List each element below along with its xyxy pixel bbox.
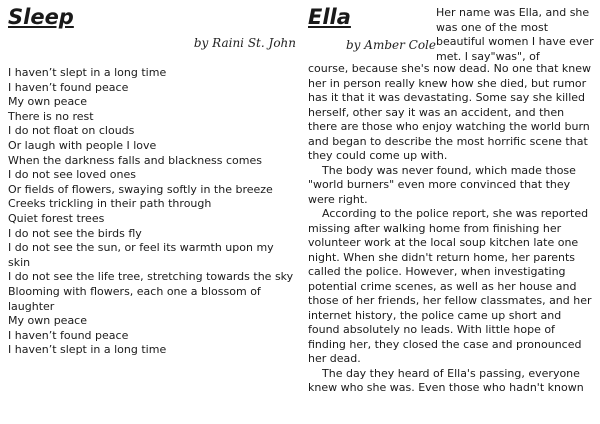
poem-line: I haven’t slept in a long time [8, 343, 167, 357]
poem-line: Quiet forest trees [8, 211, 105, 225]
poem-line: I do not see loved ones [8, 168, 136, 182]
poem-line: I do not see the life tree, stretching towards the sky [8, 270, 294, 284]
poem-line: I do not float on clouds [8, 124, 135, 138]
story-paragraph: The day they heard of Ella's passing, everyone knew who she was. Even those who hadn't known [308, 366, 584, 394]
story-byline: by Amber Cole [346, 38, 436, 52]
poem-line: Or laugh with people I love [8, 138, 157, 152]
poem-column [8, 4, 298, 358]
poem-line: I haven’t found peace [8, 80, 129, 94]
story-column [308, 4, 594, 396]
poem-line: Creeks trickling in their path through [8, 197, 212, 211]
story-paragraph: According to the police report, she was reported missing after walking home from finishing her volunteer work at the local soup kitchen late one night. When she didn't return home, her parents called the police. However, when investigating potential crime scenes, as well as her house and those of her friends, her fellow classmates, and her internet history, the police came up short and found absolutely no leads. With little hope of finding her, they closed the case and pronounced her dead. [308, 207, 592, 365]
story-header [308, 4, 594, 62]
story-body [308, 62, 594, 396]
poem-line: I do not see the sun, or feel its warmth upon my skin [8, 241, 274, 269]
poem-line: I haven’t found peace [8, 328, 129, 342]
story-lead-text: Her name was Ella, and she was one of the most beautiful women I have ever met. I say"was", of [436, 6, 594, 63]
poem-body [8, 66, 298, 358]
poem-line: I do not see the birds fly [8, 226, 142, 240]
poem-byline: by Raini St. John [193, 36, 296, 50]
poem-line: Or fields of flowers, swaying softly in the breeze [8, 182, 273, 196]
story-paragraph: course, because she's now dead. No one that knew her in person really knew how she died, but rumor has it that it was devastating. Some say she killed herself, other say it was an accident, and then there are those who enjoy watching the world burn and began to describe the most horrific scene that they could come up with. [308, 62, 592, 162]
poem-line: I haven’t slept in a long time [8, 66, 167, 79]
poem-line: My own peace [8, 95, 87, 109]
poem-line: Blooming with flowers, each one a blossom of laughter [8, 284, 261, 313]
story-paragraph: The body was never found, which made those "world burners" even more convinced that they were right. [308, 163, 576, 206]
poem-line: There is no rest [8, 109, 94, 123]
story-title: Ella [308, 5, 351, 29]
poem-line: When the darkness falls and blackness comes [8, 153, 262, 167]
poem-title: Sleep [8, 5, 74, 29]
poem-line: My own peace [8, 314, 87, 328]
